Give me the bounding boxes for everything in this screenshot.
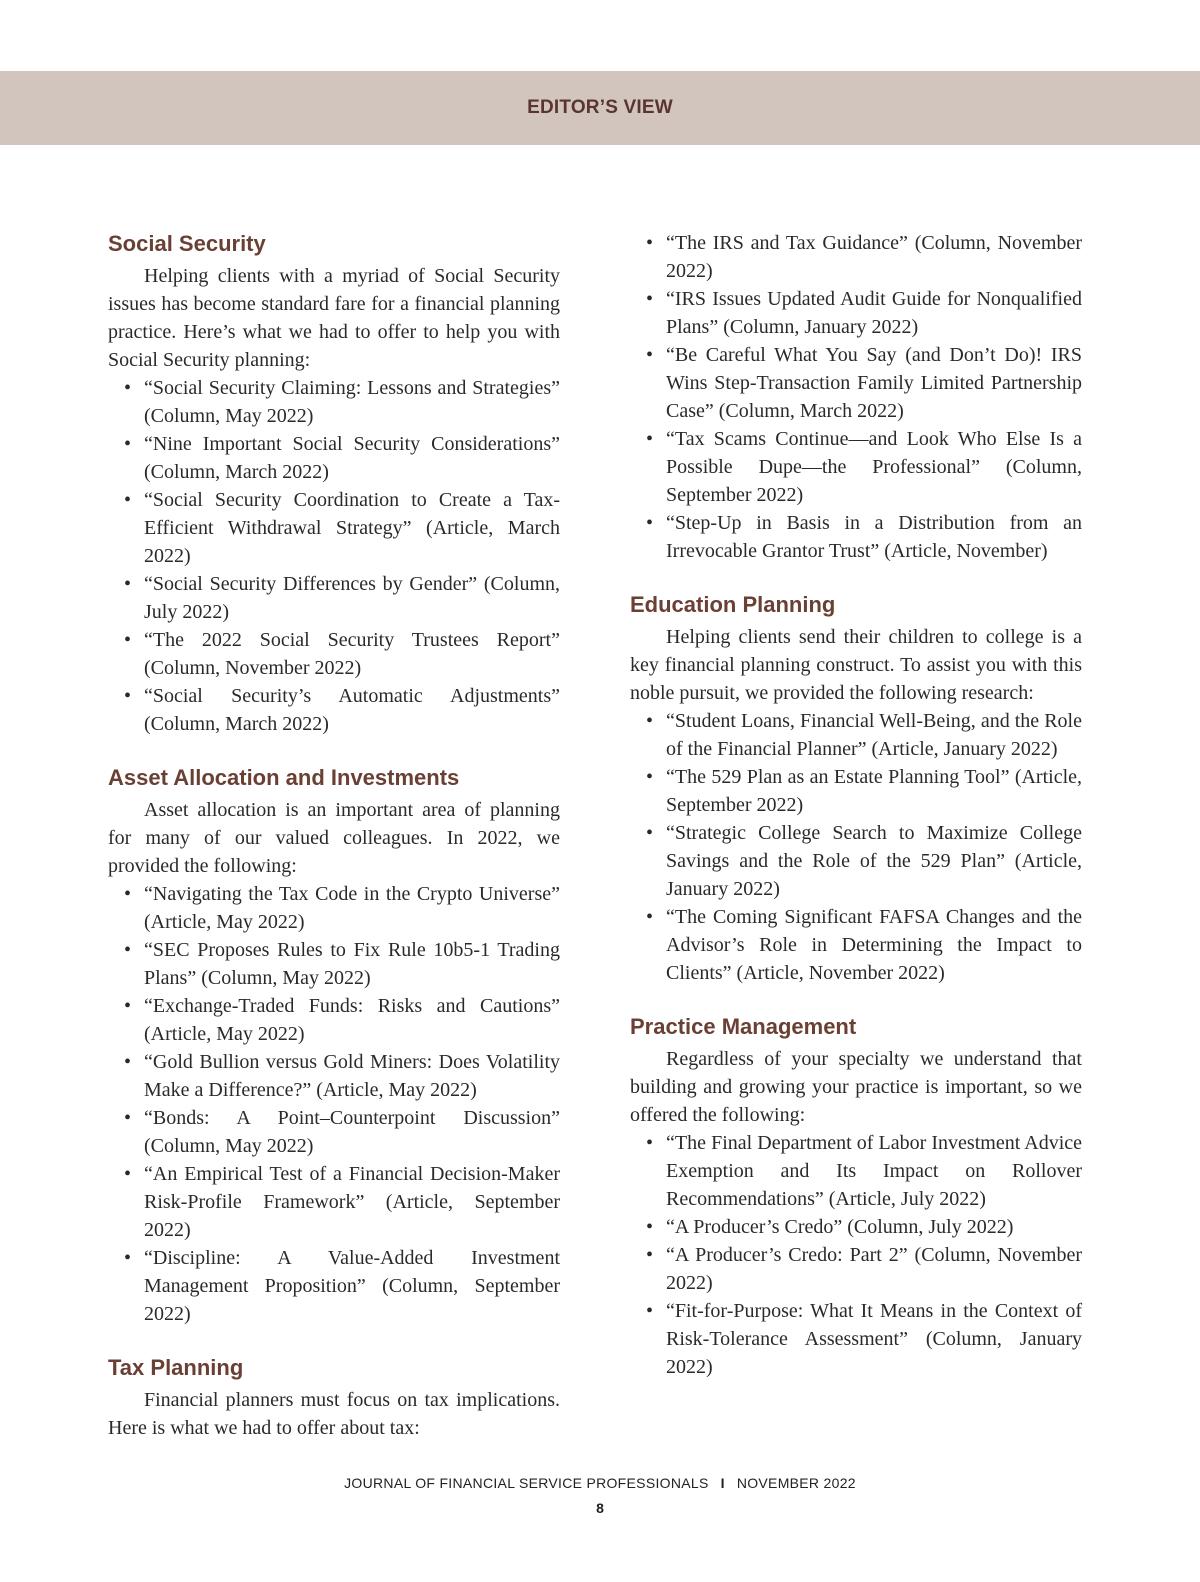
left-column bbox=[108, 230, 560, 1468]
list-item: • “Fit-for-Purpose: What It Means in the Context of Risk-Tolerance Assessment” (Column, January 2022) bbox=[666, 1297, 1082, 1381]
list-item: • “The 529 Plan as an Estate Planning Tool” (Article, September 2022) bbox=[666, 763, 1082, 819]
list-item: • “Social Security Claiming: Lessons and Strategies” (Column, May 2022) bbox=[144, 374, 560, 430]
list-item: • “A Producer’s Credo” (Column, July 2022) bbox=[666, 1213, 1082, 1241]
list-item: • “Be Careful What You Say (and Don’t Do)! IRS Wins Step-Transaction Family Limited Partnership Case” (Column, March 2022) bbox=[666, 341, 1082, 425]
list-item: • “A Producer’s Credo: Part 2” (Column, November 2022) bbox=[666, 1241, 1082, 1297]
list-item: • “The 2022 Social Security Trustees Report” (Column, November 2022) bbox=[144, 626, 560, 682]
list-item: • “SEC Proposes Rules to Fix Rule 10b5-1 Trading Plans” (Column, May 2022) bbox=[144, 936, 560, 992]
page-number: 8 bbox=[596, 1500, 604, 1516]
section-intro: Helping clients with a myriad of Social Security issues has become standard fare for a financial planning practice. Here’s what we had to offer to help you with Social Security planning: bbox=[108, 265, 560, 371]
list-item: • “Tax Scams Continue—and Look Who Else Is a Possible Dupe—the Professional” (Column, September 2022) bbox=[666, 425, 1082, 509]
journal-name: JOURNAL OF FINANCIAL SERVICE PROFESSIONALS bbox=[344, 1475, 709, 1491]
list-item: • “Discipline: A Value-Added Investment Management Proposition” (Column, September 2022) bbox=[144, 1244, 560, 1328]
item-list bbox=[630, 229, 1082, 565]
item-list bbox=[630, 707, 1082, 987]
section-heading: Tax Planning bbox=[108, 1355, 244, 1380]
section-intro: Financial planners must focus on tax implications. Here is what we had to offer about tax: bbox=[108, 1389, 560, 1439]
list-item: • “Social Security Coordination to Create a Tax-Efficient Withdrawal Strategy” (Article, March 2022) bbox=[144, 486, 560, 570]
list-item: • “Bonds: A Point–Counterpoint Discussion” (Column, May 2022) bbox=[144, 1104, 560, 1160]
section-heading: Education Planning bbox=[630, 592, 836, 617]
page-header-title: EDITOR’S VIEW bbox=[527, 97, 673, 118]
section-intro: Asset allocation is an important area of planning for many of our valued colleagues. In 2022, we provided the following: bbox=[108, 799, 560, 877]
list-item: • “Step-Up in Basis in a Distribution from an Irrevocable Grantor Trust” (Article, November) bbox=[666, 509, 1082, 565]
section-heading: Asset Allocation and Investments bbox=[108, 765, 460, 790]
list-item: • “The IRS and Tax Guidance” (Column, November 2022) bbox=[666, 229, 1082, 285]
list-item: • “Strategic College Search to Maximize College Savings and the Role of the 529 Plan” (Article, January 2022) bbox=[666, 819, 1082, 903]
footer-journal-line bbox=[0, 1475, 1200, 1491]
section-education-planning bbox=[630, 591, 1082, 987]
section-intro: Helping clients send their children to college is a key financial planning construct. To assist you with this noble pursuit, we provided the following research: bbox=[630, 626, 1082, 704]
list-item: • “Gold Bullion versus Gold Miners: Does Volatility Make a Difference?” (Article, May 2022) bbox=[144, 1048, 560, 1104]
list-item: • “The Final Department of Labor Investment Advice Exemption and Its Impact on Rollover Recommendations” (Article, July 2022) bbox=[666, 1129, 1082, 1213]
list-item: • “Exchange-Traded Funds: Risks and Cautions” (Article, May 2022) bbox=[144, 992, 560, 1048]
footer-separator: I bbox=[720, 1475, 725, 1491]
list-item: • “Nine Important Social Security Considerations” (Column, March 2022) bbox=[144, 430, 560, 486]
header-banner bbox=[0, 71, 1200, 145]
section-intro: Regardless of your specialty we understand that building and growing your practice is important, so we offered the following: bbox=[630, 1048, 1082, 1126]
list-item: • “Student Loans, Financial Well-Being, and the Role of the Financial Planner” (Article, January 2022) bbox=[666, 707, 1082, 763]
list-item: • “The Coming Significant FAFSA Changes and the Advisor’s Role in Determining the Impact to Clients” (Article, November 2022) bbox=[666, 903, 1082, 987]
list-item: • “IRS Issues Updated Audit Guide for Nonqualified Plans” (Column, January 2022) bbox=[666, 285, 1082, 341]
section-asset-allocation bbox=[108, 764, 560, 1328]
section-heading: Practice Management bbox=[630, 1014, 857, 1039]
list-item: • “Navigating the Tax Code in the Crypto Universe” (Article, May 2022) bbox=[144, 880, 560, 936]
issue-date: NOVEMBER 2022 bbox=[736, 1475, 856, 1491]
item-list bbox=[108, 880, 560, 1328]
section-practice-management bbox=[630, 1013, 1082, 1381]
section-tax-planning-continued bbox=[630, 229, 1082, 565]
list-item: • “Social Security Differences by Gender” (Column, July 2022) bbox=[144, 570, 560, 626]
section-tax-planning bbox=[108, 1354, 560, 1442]
list-item: • “Social Security’s Automatic Adjustments” (Column, March 2022) bbox=[144, 682, 560, 738]
list-item: • “An Empirical Test of a Financial Decision-Maker Risk-Profile Framework” (Article, September 2022) bbox=[144, 1160, 560, 1244]
item-list bbox=[630, 1129, 1082, 1381]
section-social-security bbox=[108, 230, 560, 738]
item-list bbox=[108, 374, 560, 738]
section-heading: Social Security bbox=[108, 231, 266, 256]
right-column bbox=[630, 229, 1082, 1407]
